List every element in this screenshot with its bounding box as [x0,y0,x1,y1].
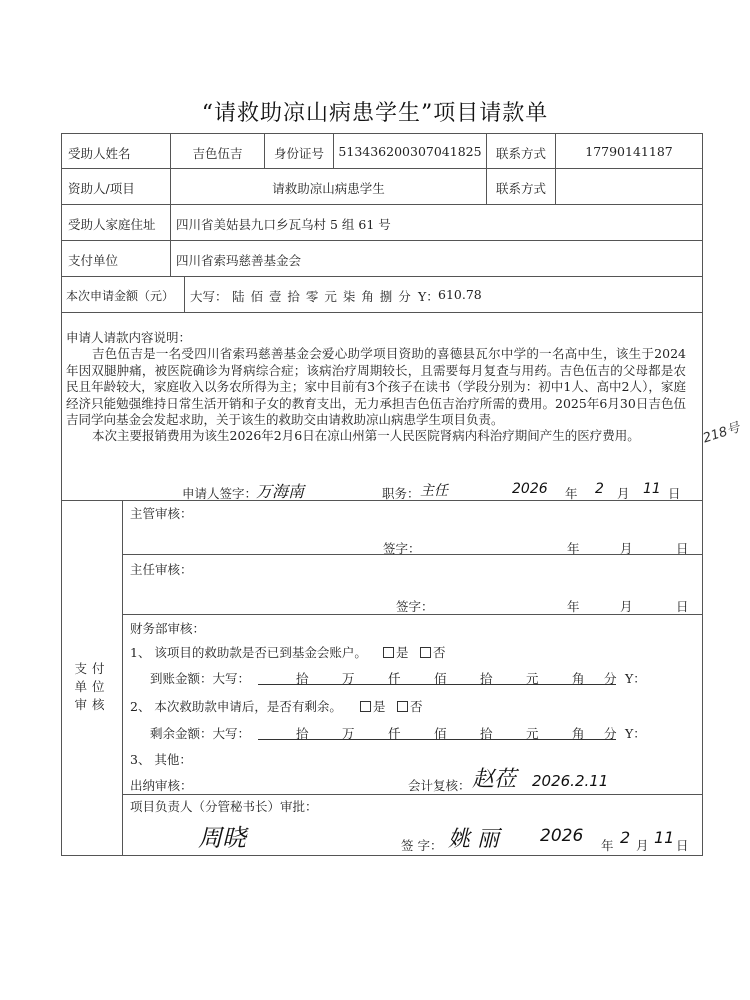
q2-no-checkbox[interactable] [397,701,408,712]
row-divider [61,204,703,205]
unit: 拾 [296,671,309,686]
applicant-signature: 万海南 [256,482,305,501]
address-label: 受助人家庭住址 [68,217,156,232]
received-yen-label: Y： [625,671,646,686]
accountant-signature: 赵莅 [472,767,517,792]
recipient-name-value: 吉色伍吉 [192,146,243,161]
unit: 角 [572,726,585,741]
id-number-label: 身份证号 [273,146,324,161]
unit: 佰 [434,671,447,686]
project-lead-label: 项目负责人（分管秘书长）审批： [130,799,318,814]
description-paragraph-1: 吉色伍吉是一名受四川省索玛慈善基金会爱心助学项目资助的喜德县瓦尔中学的一名高中生，该生于2024年因双腿肿痛，被医院确诊为肾病综合症；该病治疗周期较长，且需要每月复查与用药。吉色伍吉的父母都是农民且年龄较大，家庭收入以务农所得为主；家中目前有3个孩子在读书（学段分别为：初中1人、高中2人），家庭经济只能勉强维持日常生活开销和子女的教育支出，无力承担吉色伍吉治疗所需的费用。2025年6月30日吉色伍吉同学向基金会发起求助，关于该生的救助交由请救助凉山病患学生项目负责。 [66,346,686,428]
accountant-review-label: 会计复核： [408,778,471,793]
margin-note: 218号 [701,420,742,447]
unit: 分 [604,671,617,686]
amount-upper-value: 陆 佰 壹 拾 零 元 柒 角 捌 分 [232,289,411,304]
q2-yes-label: 是 [373,699,386,714]
unit: 拾 [296,726,309,741]
form-title: “请救助凉山病患学生”项目请款单 [201,101,549,126]
row-divider [61,240,703,241]
row-divider [61,312,703,313]
address-value: 四川省美姑县九口乡瓦乌村 5 组 61 号 [176,217,391,232]
supervisor-review-label: 主管审核： [130,506,193,521]
applicant-month: 2 [595,481,604,497]
unit: 万 [342,726,355,741]
q2-yes-option[interactable] [360,697,386,715]
col-divider [184,276,185,312]
id-number-value: 513436200307041825 [338,144,482,159]
description-paragraph-2: 本次主要报销费用为该生2026年2月6日在凉山州第一人民医院肾病内科治疗期间产生的医疗费用。 [92,428,640,444]
cashier-review-label: 出纳审核： [130,778,193,793]
project-lead-handwritten-signature: 周晓 [198,824,246,852]
project-lead-year-label: 年 [601,838,614,853]
table-right-border [702,133,703,856]
amount-label: 本次申请金额（元） [66,289,175,303]
q2-yes-checkbox[interactable] [360,701,371,712]
project-lead-year: 2026 [540,826,584,846]
unit: 拾 [480,671,493,686]
applicant-month-label: 月 [617,486,630,501]
finance-question-1: 1、 该项目的救助款是否已到基金会账户。 [130,645,367,660]
project-lead-day: 11 [654,828,675,847]
amount-upper-label: 大写： [190,289,228,304]
supervisor-sign-label: 签字： [383,541,421,556]
director-month-label: 月 [620,599,633,614]
finance-question-2: 2、 本次救助款申请后，是否有剩余。 [130,699,342,714]
q2-no-option[interactable] [397,697,423,715]
project-lead-month: 2 [620,828,631,847]
sponsor-contact-label: 联系方式 [495,181,546,196]
description-heading: 申请人请款内容说明： [66,330,192,345]
amount-number-label: Y： [418,289,439,304]
table-top-border [61,133,703,134]
col-divider [122,500,123,855]
sponsor-project-label: 资助人/项目 [68,181,135,196]
project-lead-day-label: 日 [676,838,689,853]
unit: 仟 [388,671,401,686]
unit: 拾 [480,726,493,741]
supervisor-year-label: 年 [567,541,580,556]
applicant-day-label: 日 [668,486,681,501]
finance-review-label: 财务部审核： [130,621,206,636]
unit: 元 [526,726,539,741]
q1-no-option[interactable] [420,643,446,661]
applicant-year: 2026 [512,481,548,497]
q1-no-label: 否 [433,645,446,660]
row-divider [122,794,703,795]
sponsor-project-value: 请救助凉山病患学生 [272,181,385,196]
q1-yes-checkbox[interactable] [383,647,394,658]
q1-yes-label: 是 [396,645,409,660]
description-block [66,330,686,445]
table-bottom-border [61,855,703,856]
received-amount-label: 到账金额：大写： [150,671,251,686]
payer-label: 支付单位 [68,253,119,268]
q2-no-label: 否 [410,699,423,714]
applicant-day: 11 [643,481,661,497]
director-year-label: 年 [567,599,580,614]
unit: 角 [572,671,585,686]
amount-number-value: 610.78 [438,287,482,302]
review-side-label: 支付单位审核 [74,661,110,712]
director-day-label: 日 [676,599,689,614]
unit: 元 [526,671,539,686]
unit: 分 [604,726,617,741]
payer-value: 四川省索玛慈善基金会 [176,253,302,268]
project-lead-month-label: 月 [636,838,649,853]
remaining-yen-label: Y： [625,726,646,741]
supervisor-day-label: 日 [676,541,689,556]
director-sign-label: 签字： [396,599,434,614]
applicant-year-label: 年 [565,486,578,501]
q1-yes-option[interactable] [383,643,409,661]
recipient-name-label: 受助人姓名 [68,146,131,161]
remaining-amount-label: 剩余金额：大写： [150,726,251,741]
accountant-date: 2026.2.11 [532,772,609,790]
project-lead-signature: 姚 丽 [448,827,499,852]
unit: 万 [342,671,355,686]
unit: 佰 [434,726,447,741]
position-label: 职务： [382,486,420,501]
applicant-sign-label: 申请人签字： [182,486,258,501]
q1-no-checkbox[interactable] [420,647,431,658]
supervisor-month-label: 月 [620,541,633,556]
row-divider [61,168,703,169]
contact-label: 联系方式 [495,146,546,161]
director-review-label: 主任审核： [130,562,193,577]
project-lead-sign-label: 签 字： [401,838,443,853]
position-value: 主任 [420,483,448,499]
table-left-border [61,133,62,856]
contact-value: 17790141187 [585,144,673,159]
row-divider [61,276,703,277]
finance-question-3: 3、 其他： [130,752,192,767]
unit: 仟 [388,726,401,741]
